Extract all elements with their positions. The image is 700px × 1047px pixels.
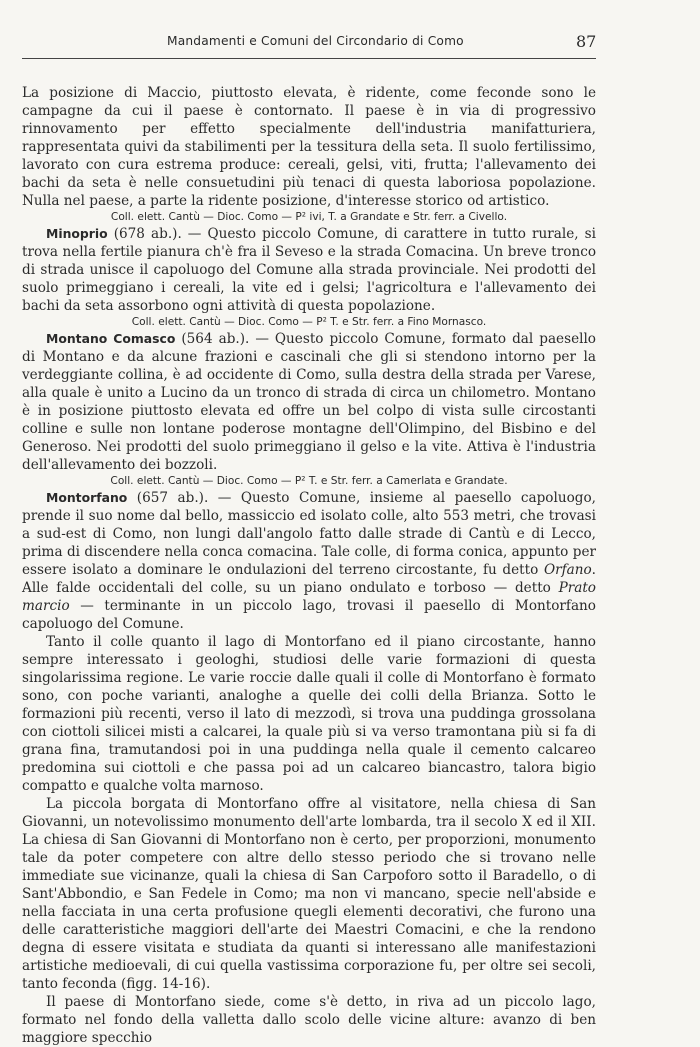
entry-title-minoprio: Minoprio bbox=[46, 226, 108, 241]
paragraph-maccio: La posizione di Maccio, piuttosto elevata, è ridente, come feconde sono le campagne da cui il paese è contornato. Il paese è in via di progressivo rinnovamento per effetto specialmente dell'industria manifatturiera, rappresentata quivi da stabilimenti per la tessitura della seta. Il suolo fertilissimo, lavorato con cura estrema produce: cereali, gelsi, viti, frutta; l'allevamento dei bachi da seta è nelle consuetudini più tenaci di questa laboriosa popolazione. Nulla nel paese, a parte la ridente posizione, d'interesse storico od artistico. bbox=[22, 85, 596, 209]
running-header bbox=[22, 30, 596, 56]
page-body bbox=[22, 84, 596, 1047]
entry-montano bbox=[22, 330, 596, 474]
term-orfano: Orfano bbox=[543, 562, 592, 578]
note-maccio: Coll. elett. Cantù — Dioc. Como — P² ivi, T. a Grandate e Str. ferr. a Civello. bbox=[110, 211, 508, 223]
note-minoprio: Coll. elett. Cantù — Dioc. Como — P² T. e Str. ferr. a Fino Mornasco. bbox=[131, 316, 487, 328]
entry-text-montano: (564 ab.). — Questo piccolo Comune, formato dal paesello di Montano e da alcune frazioni e cascinali che gli si stendono intorno per la verdeggiante collina, è ad occidente di Como, sulla destra della strada per Varese, alla quale è unito a Lucino da un tronco di strada di circa un chilometro. Montano è in posizione piuttosto elevata ed offre un bel colpo di vista sulle circostanti colline e sulle non lontane poderose montagne dell'Olimpino, del Bisbino e del Generoso. Nei prodotti del suolo primeggiano il gelso e la vite. Attiva è l'industria dell'allevamento dei bozzoli. bbox=[22, 331, 596, 473]
note-montano: Coll. elett. Cantù — Dioc. Como — P² T. e Str. ferr. a Camerlata e Grandate. bbox=[110, 475, 508, 487]
paragraph-geology: Tanto il colle quanto il lago di Montorfano ed il piano circostante, hanno sempre interessato i geologhi, studiosi delle varie formazioni di questa singolarissima regione. Le varie roccie dalle quali il colle di Montorfano è formato sono, con poche varianti, analoghe a quelle dei colli della Brianza. Sotto le formazioni più recenti, verso il lato di mezzodì, si trova una puddinga grossolana con ciottoli silicei misti a calcarei, la quale più si va verso tramontana più si fa di grana fina, tramutandosi poi in una puddinga nella quale il cemento calcareo predomina sui ciottoli e che passa poi ad un calcareo biancastro, talora bigio compatto e qualche volta marnoso. bbox=[22, 634, 596, 794]
header-title: Mandamenti e Comuni del Circondario di Como bbox=[167, 34, 464, 48]
entry-title-montano: Montano Comasco bbox=[46, 331, 176, 346]
entry-text-montorfano-b: . Alle falde occidentali del colle, su un piano ondulato e torboso — detto bbox=[22, 562, 596, 596]
entry-text-minoprio: (678 ab.). — Questo piccolo Comune, di carattere in tutto rurale, si trova nella fertile pianura ch'è fra il Seveso e la strada Comacina. Un breve tronco di strada unisce il capoluogo del Comune alla strada provinciale. Nei prodotti del suolo primeggiano i cereali, la vite ed i gelsi; l'agricoltura e l'allevamento dei bachi da seta assorbono ogni attività di questa popolazione. bbox=[22, 226, 596, 314]
page-number: 87 bbox=[576, 32, 597, 51]
entry-montorfano bbox=[22, 489, 596, 633]
entry-text-montorfano-a: (657 ab.). — Questo Comune, insieme al paesello capoluogo, prende il suo nome dal bello, massiccio ed isolato colle, alto 553 metri, che trovasi a sud-est di Como, non lungi dall'angolo fatto dalle strade di Cantù e di Lecco, prima di discendere nella conca comacina. Tale colle, di forma conica, appunto per essere isolato a dominare le ondulazioni del terreno circostante, fu detto bbox=[22, 490, 596, 578]
entry-minoprio bbox=[22, 225, 596, 315]
term-prato-marcio: Prato marcio bbox=[22, 580, 596, 614]
entry-title-montorfano: Montorfano bbox=[46, 490, 128, 505]
paragraph-borgata: La piccola borgata di Montorfano offre al visitatore, nella chiesa di San Giovanni, un notevolissimo monumento dell'arte lombarda, tra il secolo X ed il XII. La chiesa di San Giovanni di Montorfano non è certo, per proporzioni, monumento tale da poter competere con altre dello stesso periodo che si trovano nelle immediate sue vicinanze, quali la chiesa di San Carpoforo sotto il Baradello, o di Sant'Abbondio, e San Fedele in Como; ma non vi mancano, specie nell'abside e nella facciata in una certa profusione quegli elementi decorativi, che furono una delle caratteristiche maggiori dell'arte dei Maestri Comacini, e che la rendono degna di essere visitata e studiata da quanti si interessano alle manifestazioni artistiche medioevali, di cui quella vastissima corporazione fu, per oltre sei secoli, tanto feconda (figg. 14-16). bbox=[22, 796, 596, 992]
entry-text-montorfano-c: — terminante in un piccolo lago, trovasi il paesello di Montorfano capoluogo del Comune. bbox=[22, 598, 596, 632]
header-rule bbox=[22, 58, 596, 59]
paragraph-lake: Il paese di Montorfano siede, come s'è detto, in riva ad un piccolo lago, formato nel fondo della valletta dallo scolo delle vicine alture: avanzo di ben maggiore specchio bbox=[22, 994, 596, 1046]
